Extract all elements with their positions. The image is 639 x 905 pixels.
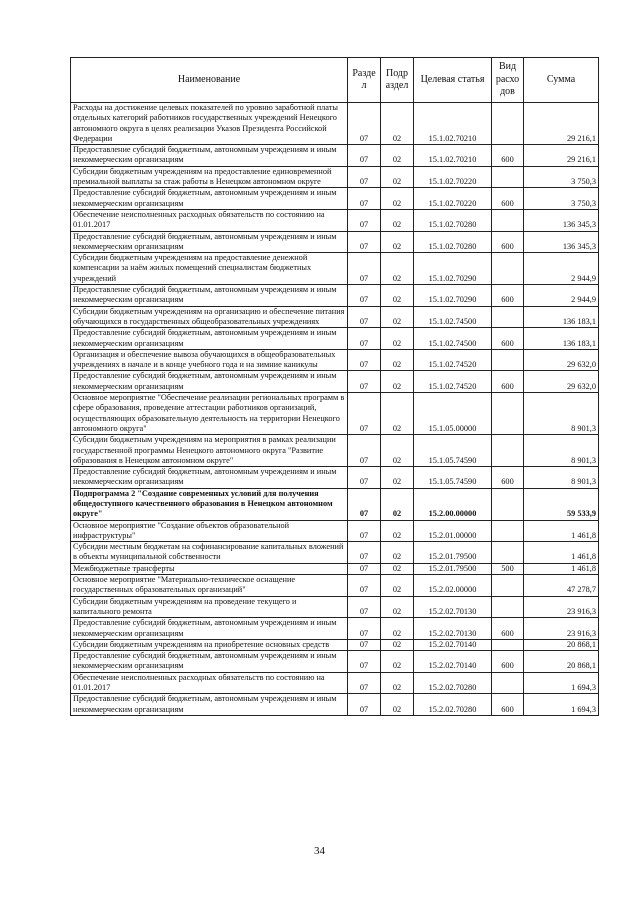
cell-section: 07	[348, 488, 381, 520]
cell-expense-type	[492, 349, 524, 371]
table-row	[71, 694, 599, 716]
cell-expense-type	[492, 575, 524, 597]
cell-target-article: 15.1.02.70210	[414, 103, 492, 145]
table-row	[71, 596, 599, 618]
table-row	[71, 328, 599, 350]
cell-name: Основное мероприятие "Материально-техническое оснащение государственных образовательных организаций"	[71, 575, 348, 597]
cell-target-article: 15.1.05.74590	[414, 435, 492, 467]
cell-expense-type	[492, 253, 524, 285]
cell-name: Основное мероприятие "Создание объектов образовательной инфраструктуры"	[71, 520, 348, 542]
cell-name: Предоставление субсидий бюджетным, автономным учреждениям и иным некоммерческим организациям	[71, 694, 348, 716]
table-row	[71, 166, 599, 188]
table-row	[71, 371, 599, 393]
cell-name: Основное мероприятие "Обеспечение реализации региональных программ в сфере образования, проведение аттестации работников организаций, осуществляющих образовательную деятельность на территории Ненецкого автономного округа"	[71, 393, 348, 435]
cell-expense-type: 500	[492, 563, 524, 574]
cell-expense-type: 600	[492, 145, 524, 167]
cell-section: 07	[348, 694, 381, 716]
cell-section: 07	[348, 231, 381, 253]
cell-subsection: 02	[381, 166, 414, 188]
page-number: 34	[314, 845, 325, 857]
cell-target-article: 15.1.02.70220	[414, 166, 492, 188]
header-amount: Сумма	[524, 58, 599, 103]
cell-amount: 1 461,8	[524, 520, 599, 542]
cell-subsection: 02	[381, 672, 414, 694]
cell-section: 07	[348, 618, 381, 640]
cell-amount: 2 944,9	[524, 285, 599, 307]
cell-section: 07	[348, 328, 381, 350]
cell-amount: 1 694,3	[524, 694, 599, 716]
cell-subsection: 02	[381, 488, 414, 520]
header-row	[71, 58, 599, 103]
table-row	[71, 467, 599, 489]
cell-target-article: 15.1.02.74500	[414, 306, 492, 328]
cell-target-article: 15.1.02.70220	[414, 188, 492, 210]
cell-section: 07	[348, 306, 381, 328]
cell-target-article: 15.1.02.70280	[414, 231, 492, 253]
cell-amount: 8 901,3	[524, 435, 599, 467]
cell-name: Предоставление субсидий бюджетным, автономным учреждениям и иным некоммерческим организациям	[71, 651, 348, 673]
cell-subsection: 02	[381, 393, 414, 435]
cell-target-article: 15.2.01.79500	[414, 563, 492, 574]
cell-section: 07	[348, 209, 381, 231]
cell-subsection: 02	[381, 328, 414, 350]
cell-target-article: 15.1.02.74520	[414, 371, 492, 393]
cell-expense-type: 600	[492, 328, 524, 350]
cell-section: 07	[348, 596, 381, 618]
cell-subsection: 02	[381, 542, 414, 564]
cell-amount: 2 944,9	[524, 253, 599, 285]
cell-amount: 23 916,3	[524, 618, 599, 640]
cell-name: Предоставление субсидий бюджетным, автономным учреждениям и иным некоммерческим организациям	[71, 467, 348, 489]
cell-expense-type	[492, 103, 524, 145]
cell-target-article: 15.2.02.70280	[414, 672, 492, 694]
cell-amount: 8 901,3	[524, 393, 599, 435]
cell-expense-type: 600	[492, 618, 524, 640]
header-name: Наименование	[71, 58, 348, 103]
cell-amount: 1 694,3	[524, 672, 599, 694]
cell-name: Субсидии бюджетным учреждениям на приобретение основных средств	[71, 639, 348, 650]
cell-subsection: 02	[381, 520, 414, 542]
cell-subsection: 02	[381, 188, 414, 210]
cell-subsection: 02	[381, 575, 414, 597]
cell-target-article: 15.1.05.74590	[414, 467, 492, 489]
cell-target-article: 15.1.02.70210	[414, 145, 492, 167]
cell-target-article: 15.2.00.00000	[414, 488, 492, 520]
cell-section: 07	[348, 639, 381, 650]
table-row	[71, 639, 599, 650]
cell-section: 07	[348, 166, 381, 188]
cell-amount: 136 345,3	[524, 209, 599, 231]
cell-section: 07	[348, 467, 381, 489]
header-subsection: Подр аздел	[381, 58, 414, 103]
cell-target-article: 15.1.02.74500	[414, 328, 492, 350]
cell-expense-type: 600	[492, 188, 524, 210]
cell-amount: 3 750,3	[524, 188, 599, 210]
cell-name: Предоставление субсидий бюджетным, автономным учреждениям и иным некоммерческим организациям	[71, 285, 348, 307]
cell-expense-type	[492, 542, 524, 564]
cell-name: Субсидии бюджетным учреждениям на предоставление денежной компенсации за наём жилых помещений специалистам бюджетных учреждений	[71, 253, 348, 285]
cell-amount: 136 345,3	[524, 231, 599, 253]
cell-target-article: 15.2.02.70130	[414, 596, 492, 618]
table-row	[71, 209, 599, 231]
cell-section: 07	[348, 349, 381, 371]
cell-section: 07	[348, 542, 381, 564]
cell-name: Межбюджетные трансферты	[71, 563, 348, 574]
cell-expense-type: 600	[492, 651, 524, 673]
cell-section: 07	[348, 520, 381, 542]
cell-amount: 136 183,1	[524, 306, 599, 328]
cell-section: 07	[348, 563, 381, 574]
header-expense-type: Вид расхо дов	[492, 58, 524, 103]
cell-target-article: 15.2.02.70140	[414, 651, 492, 673]
cell-section: 07	[348, 435, 381, 467]
cell-target-article: 15.2.01.00000	[414, 520, 492, 542]
cell-subsection: 02	[381, 209, 414, 231]
cell-expense-type	[492, 488, 524, 520]
cell-subsection: 02	[381, 694, 414, 716]
cell-amount: 136 183,1	[524, 328, 599, 350]
cell-subsection: 02	[381, 145, 414, 167]
cell-amount: 29 216,1	[524, 103, 599, 145]
cell-target-article: 15.2.01.79500	[414, 542, 492, 564]
header-target-article: Целевая статья	[414, 58, 492, 103]
table-row	[71, 306, 599, 328]
cell-subsection: 02	[381, 103, 414, 145]
cell-name: Предоставление субсидий бюджетным, автономным учреждениям и иным некоммерческим организациям	[71, 618, 348, 640]
cell-name: Обеспечение неисполненных расходных обязательств по состоянию на 01.01.2017	[71, 209, 348, 231]
cell-name: Расходы на достижение целевых показателей по уровню заработной платы отдельных категорий работников государственных учреждений Ненецкого автономного округа в целях реализации Указов Президента Российской Федерации	[71, 103, 348, 145]
cell-expense-type	[492, 166, 524, 188]
table-row	[71, 563, 599, 574]
cell-name: Предоставление субсидий бюджетным, автономным учреждениям и иным некоммерческим организациям	[71, 231, 348, 253]
cell-amount: 29 632,0	[524, 371, 599, 393]
cell-expense-type	[492, 393, 524, 435]
cell-name: Субсидии бюджетным учреждениям на проведение текущего и капитального ремонта	[71, 596, 348, 618]
table-row	[71, 188, 599, 210]
cell-subsection: 02	[381, 435, 414, 467]
cell-target-article: 15.2.02.00000	[414, 575, 492, 597]
table-row	[71, 285, 599, 307]
cell-subsection: 02	[381, 253, 414, 285]
table-body	[71, 103, 599, 716]
cell-expense-type	[492, 672, 524, 694]
cell-subsection: 02	[381, 349, 414, 371]
cell-name: Обеспечение неисполненных расходных обязательств по состоянию на 01.01.2017	[71, 672, 348, 694]
cell-target-article: 15.1.05.00000	[414, 393, 492, 435]
cell-section: 07	[348, 103, 381, 145]
header-section: Разде л	[348, 58, 381, 103]
cell-section: 07	[348, 651, 381, 673]
table-row	[71, 520, 599, 542]
table-row	[71, 435, 599, 467]
cell-expense-type: 600	[492, 285, 524, 307]
table-row	[71, 651, 599, 673]
cell-expense-type	[492, 306, 524, 328]
cell-subsection: 02	[381, 231, 414, 253]
cell-section: 07	[348, 145, 381, 167]
cell-amount: 20 868,1	[524, 651, 599, 673]
table-header	[71, 58, 599, 103]
cell-name: Субсидии местным бюджетам на софинансирование капитальных вложений в объекты муниципальной собственности	[71, 542, 348, 564]
cell-name: Подпрограмма 2 "Создание современных условий для получения общедоступного качественного образования в Ненецком автономном округе"	[71, 488, 348, 520]
cell-subsection: 02	[381, 651, 414, 673]
cell-expense-type: 600	[492, 694, 524, 716]
cell-section: 07	[348, 393, 381, 435]
cell-target-article: 15.1.02.70280	[414, 209, 492, 231]
table-row	[71, 542, 599, 564]
table-row	[71, 253, 599, 285]
cell-name: Предоставление субсидий бюджетным, автономным учреждениям и иным некоммерческим организациям	[71, 145, 348, 167]
table-row	[71, 231, 599, 253]
cell-target-article: 15.2.02.70280	[414, 694, 492, 716]
cell-amount: 29 632,0	[524, 349, 599, 371]
cell-name: Организация и обеспечение вывоза обучающихся в общеобразовательных учреждениях в начале и в конце учебного года и на зимние каникулы	[71, 349, 348, 371]
cell-expense-type	[492, 209, 524, 231]
cell-expense-type	[492, 596, 524, 618]
cell-name: Предоставление субсидий бюджетным, автономным учреждениям и иным некоммерческим организациям	[71, 188, 348, 210]
cell-subsection: 02	[381, 618, 414, 640]
table-row	[71, 145, 599, 167]
cell-section: 07	[348, 672, 381, 694]
table-row	[71, 618, 599, 640]
cell-amount: 47 278,7	[524, 575, 599, 597]
cell-target-article: 15.1.02.70290	[414, 285, 492, 307]
cell-amount: 29 216,1	[524, 145, 599, 167]
cell-amount: 20 868,1	[524, 639, 599, 650]
cell-expense-type: 600	[492, 371, 524, 393]
cell-subsection: 02	[381, 371, 414, 393]
table-row	[71, 672, 599, 694]
cell-target-article: 15.1.02.70290	[414, 253, 492, 285]
cell-amount: 3 750,3	[524, 166, 599, 188]
table-row	[71, 349, 599, 371]
cell-expense-type: 600	[492, 231, 524, 253]
cell-section: 07	[348, 285, 381, 307]
cell-amount: 59 533,9	[524, 488, 599, 520]
cell-amount: 1 461,8	[524, 563, 599, 574]
cell-target-article: 15.2.02.70140	[414, 639, 492, 650]
cell-name: Предоставление субсидий бюджетным, автономным учреждениям и иным некоммерческим организациям	[71, 328, 348, 350]
cell-expense-type	[492, 520, 524, 542]
cell-subsection: 02	[381, 639, 414, 650]
cell-section: 07	[348, 188, 381, 210]
cell-subsection: 02	[381, 467, 414, 489]
table-row	[71, 488, 599, 520]
cell-amount: 1 461,8	[524, 542, 599, 564]
table-row	[71, 103, 599, 145]
cell-subsection: 02	[381, 563, 414, 574]
cell-amount: 23 916,3	[524, 596, 599, 618]
cell-section: 07	[348, 253, 381, 285]
table-row	[71, 393, 599, 435]
cell-expense-type: 600	[492, 467, 524, 489]
cell-section: 07	[348, 371, 381, 393]
cell-name: Субсидии бюджетным учреждениям на организацию и обеспечение питания обучающихся в государственных общеобразовательных учреждениях	[71, 306, 348, 328]
cell-name: Субсидии бюджетным учреждениям на мероприятия в рамках реализации государственной программы Ненецкого автономного округа "Развитие образования в Ненецком автономном округе"	[71, 435, 348, 467]
cell-section: 07	[348, 575, 381, 597]
table-row	[71, 575, 599, 597]
cell-subsection: 02	[381, 285, 414, 307]
cell-name: Предоставление субсидий бюджетным, автономным учреждениям и иным некоммерческим организациям	[71, 371, 348, 393]
cell-subsection: 02	[381, 596, 414, 618]
cell-expense-type	[492, 639, 524, 650]
cell-target-article: 15.2.02.70130	[414, 618, 492, 640]
cell-target-article: 15.1.02.74520	[414, 349, 492, 371]
cell-amount: 8 901,3	[524, 467, 599, 489]
cell-subsection: 02	[381, 306, 414, 328]
budget-table	[70, 57, 599, 716]
cell-name: Субсидии бюджетным учреждениям на предоставление единовременной премиальной выплаты за стаж работы в Ненецком автономном округе	[71, 166, 348, 188]
cell-expense-type	[492, 435, 524, 467]
